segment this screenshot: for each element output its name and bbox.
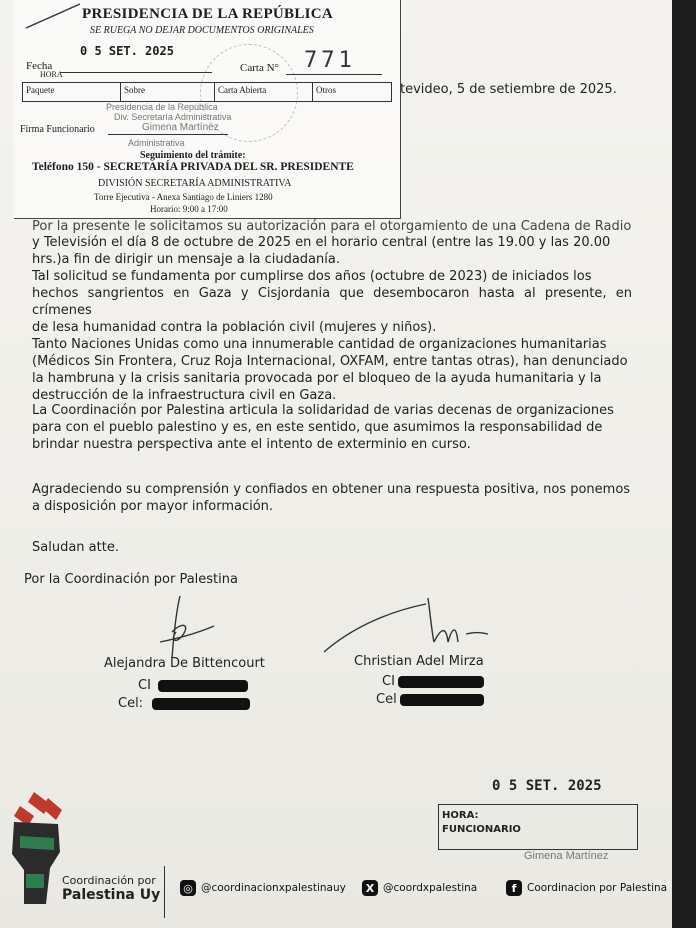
stamp2-funcionario-label: FUNCIONARIO (442, 824, 521, 835)
background-edge (672, 0, 696, 928)
carta-line (286, 74, 382, 75)
paragraph-coordination: La Coordinación por Palestina articula la solidaridad de varias decenas de organizaciones para con el pueblo palestino y es, en este sentido, que asumimos la responsabilidad de brindar nuestra perspectiva ante el intento de exterminio en curso. (32, 403, 614, 452)
carta-abierta-cell: Carta Abierta (215, 83, 313, 101)
signatory-2-ci-label: CI (382, 674, 395, 689)
instagram-text: @coordinacionxpalestinauy (201, 882, 346, 894)
hora-label: HORA (40, 70, 63, 79)
fist-logo-icon (10, 792, 70, 908)
facebook-handle[interactable] (506, 880, 667, 896)
paragraph-thanks: Agradeciendo su comprensión y confiados en obtener una respuesta positiva, nos ponemos a disposición por mayor información. (32, 482, 631, 514)
faded-stamp-line: Presidencia de la República (106, 102, 218, 112)
reception-stamp (14, 0, 401, 219)
org-name (62, 874, 160, 903)
carta-number: 771 (304, 48, 356, 73)
paquete-cell: Paquete (23, 83, 121, 101)
stamp2-hora-label: HORA: (442, 810, 479, 821)
facebook-text: Coordinacion por Palestina (527, 882, 668, 894)
sobre-cell: Sobre (121, 83, 215, 101)
stamp-corner-line (16, 0, 86, 30)
stamp-title: PRESIDENCIA DE LA REPÚBLICA (82, 6, 334, 22)
telefono-line: Teléfono 150 - SECRETARÍA PRIVADA DEL SR. PRESIDENTE (32, 161, 354, 173)
faded-stamp-name: Gimena Martínez (142, 122, 219, 133)
instagram-icon: ◎ (180, 880, 196, 896)
otros-cell: Otros (316, 85, 336, 95)
redaction-bar (158, 680, 248, 692)
signatory-2-cel-label: Cel (376, 692, 397, 707)
signatory-2-name: Christian Adel Mirza (354, 654, 484, 669)
partial-first-line: Por la presente le solicitamos su autorización para el otorgamiento de una Cadena de Radio (32, 219, 632, 234)
signatory-1-name: Alejandra De Bittencourt (104, 656, 265, 671)
stamp2-faded-name: Gimena Martínez (524, 850, 609, 862)
fecha-line (60, 72, 212, 73)
carta-label: Carta N° (240, 62, 279, 74)
letter-date: tevideo, 5 de setiembre de 2025. (400, 82, 617, 97)
stamp-date: 0 5 SET. 2025 (80, 44, 174, 58)
reception-stamp-2 (432, 770, 644, 882)
x-text: @coordxpalestina (383, 882, 478, 894)
hours-line: Horario: 9:00 a 17:00 (150, 204, 228, 214)
envelope-type-table (22, 82, 392, 102)
facebook-icon: f (506, 880, 522, 896)
redaction-bar (398, 676, 484, 688)
x-icon: X (362, 880, 378, 896)
firma-label: Firma Funcionario (20, 124, 95, 135)
signature-1 (150, 592, 230, 662)
footer-separator (164, 866, 165, 918)
fecha-label: Fecha (26, 60, 53, 72)
paragraph-request: y Televisión el día 8 de octubre de 2025 en el horario central (entre las 19.00 y las 20.00 hrs.)a fin de dirigir un mensaje a la ciudadanía. Tal solicitud se fundamenta por cumplirse dos años (octubre de 2023) de iniciados los hechos sangrientos en Gaza y Cisjordania que desembocaron hasta al presente, en crímenes de lesa humanidad contra la población civil (mujeres y niños). Tanto Naciones Unidas como una innumerable cantidad de organizaciones humanitarias (Médicos Sin Frontera, Cruz Roja Internacional, OXFAM, entre tantas otras), han denunciado la hambruna y la crisis sanitaria provocada por el bloqueo de la ayuda humanitaria y la destrucción de la infraestructura civil en Gaza. (32, 235, 632, 403)
signatory-1-ci-label: CI (138, 678, 151, 693)
org-name-line1: Coordinación por (62, 874, 156, 887)
stamp-subtitle: SE RUEGA NO DEJAR DOCUMENTOS ORIGINALES (90, 25, 314, 36)
seguimiento-label: Seguimiento del trámite: (140, 150, 246, 161)
stamp2-date: 0 5 SET. 2025 (492, 778, 602, 794)
firma-line (108, 134, 228, 135)
faded-stamp-role: Administrativa (128, 138, 185, 148)
faded-stamp-line: Div. Secretaría Administrativa (114, 112, 232, 122)
redaction-bar (152, 698, 250, 710)
closing-text: Saludan atte. (32, 540, 119, 555)
instagram-handle[interactable] (180, 880, 346, 896)
address-line: Torre Ejecutiva - Anexa Santiago de Liniers 1280 (94, 192, 273, 202)
org-name-line2: Palestina Uy (62, 887, 161, 903)
signoff-text: Por la Coordinación por Palestina (24, 572, 238, 587)
redaction-bar (400, 694, 484, 706)
signatory-1-cel-label: Cel: (118, 696, 144, 711)
division-line: DIVISIÓN SECRETARÍA ADMINISTRATIVA (98, 178, 292, 189)
x-handle[interactable] (362, 880, 477, 896)
